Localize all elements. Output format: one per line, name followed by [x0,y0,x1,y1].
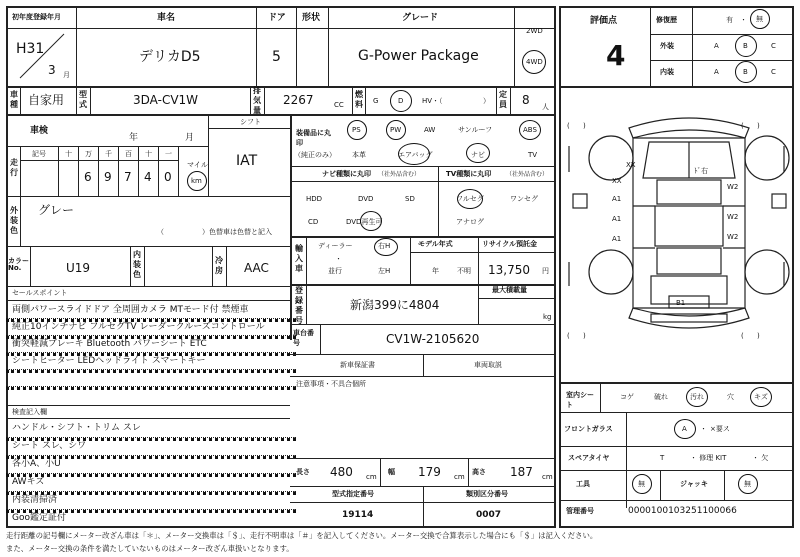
repair-no: 無 [756,15,763,23]
svg-text:(: ( [567,332,570,340]
type-value: 3DA-CV1W [133,93,199,107]
model-year-unit: 年 [432,267,439,275]
chassis-value: CV1W-2105620 [386,332,480,346]
glass-a: A [682,425,687,433]
cabin-koge: コゲ [620,393,634,401]
color-no-label: カラーNo. [8,257,29,272]
exterior-b: B [743,42,748,50]
width-cm: cm [454,473,465,481]
capacity-value: 8 [522,93,530,107]
diagram-w2-1: W2 [727,183,739,191]
jack-value: 無 [744,480,751,488]
navi-dvd: DVD [358,195,374,203]
new-car-warranty: 新車保証書 [340,361,375,369]
inspection-month: 月 [185,133,195,143]
equip-sunroof: サンルーフ [458,126,493,134]
selling-points-label: セールスポイント [12,289,68,297]
score-label: 評価点 [590,16,618,26]
usage-label: 車種 [10,90,18,109]
mileage-km: km [191,177,202,185]
type-label: 型式 [79,90,87,109]
diagram-a1-3: A1 [612,235,622,243]
glass-label: フロントガラス [564,425,613,433]
selling-point-line: 衝突軽減ブレーキ Bluetooth パワーシート ETC [12,339,207,349]
import-dot: ・ [335,255,342,263]
shift-label: シフト [240,118,261,126]
exterior-label: 外装 [660,42,674,50]
drive-4wd: 4WD [526,58,543,66]
displacement-value: 2267 [283,93,314,107]
length-label: 長さ [296,468,310,476]
import-parallel: 並行 [328,267,342,275]
svg-text:(: ( [741,122,744,130]
ac-value: AAC [244,261,269,275]
diagram-w2-3: W2 [727,233,739,241]
inspection-year: 年 [129,133,139,143]
svg-text:): ) [757,332,760,340]
inspection-label: 車検 [30,126,49,136]
fuel-d: D [398,97,404,105]
svg-text:): ) [757,122,760,130]
drive-2wd: 2WD [526,27,543,35]
mileage-mile: マイル [187,161,208,169]
mileage-h2: 千 [105,150,112,158]
tool-label: 工具 [576,480,590,488]
inspector-line: 内装清掃済 [12,495,58,505]
color-no-value: U19 [66,261,91,275]
navi-type-label: ナビ種類に丸印 [322,170,371,178]
color-label: 外装色 [10,206,18,235]
interior-c: C [771,68,776,76]
interior-a: A [714,68,719,76]
grade-value: G-Power Package [358,48,479,64]
equip-tv: TV [528,151,538,159]
max-load-label: 最大積載量 [492,286,527,294]
selling-point-line: 純正10インチナビ フルセグTV レーダークルーズコントロール [12,322,265,332]
interior-b: B [743,68,748,76]
diagram-w2-2: W2 [727,213,739,221]
spare-label: スペアタイヤ [568,454,610,462]
tool-value: 無 [638,480,645,488]
score-value: 4 [606,39,626,72]
model-label: 車名 [157,13,176,23]
navi-cd: CD [308,218,319,226]
first-reg-month: 3 [48,63,56,77]
color-value: グレー [38,203,75,217]
mileage-h1: 万 [85,150,92,158]
color-note: ）色替車は色替と記入 [202,228,272,236]
equip-navi: ナビ [471,151,485,159]
equip-abs: ABS [523,126,537,134]
tv-type-sub: （社外品含む） [506,171,549,178]
tv-fullseg: フルセグ [456,195,484,203]
repair-yes: 有 [726,16,733,24]
spare-t: T [660,454,665,462]
inspector-line: AWキズ [12,477,45,487]
cc-unit: CC [334,101,344,109]
diagram-a1-2: A1 [612,215,622,223]
mileage-h3: 百 [125,150,132,158]
import-label: 輸入車 [295,244,303,273]
first-reg-label: 初年度登録年月 [12,13,61,21]
mileage-h5: 一 [165,150,172,158]
grade-label: グレード [402,13,439,23]
color-paren: （ [157,228,164,236]
width-value: 179 [418,465,441,479]
glass-dot: ・ [700,425,707,433]
diagram-a1-1: A1 [612,195,622,203]
class-label: 類別区分番号 [466,490,508,498]
inspector-line: 各小A、小U [12,459,61,469]
spare-ketsu: ・ 欠 [752,454,769,462]
footer-line-2: また、メーター交換の条件を満たしていないものはメーター改ざん車扱いとなります。 [6,544,294,553]
repair-dot: ・ [740,16,747,24]
mileage-h4: 十 [145,150,152,158]
fuel-hv: HV・（ [422,97,443,105]
fuel-close: ） [483,97,490,105]
length-value: 480 [330,465,353,479]
repair-history-label: 修復歴 [656,16,677,24]
length-cm: cm [366,473,377,481]
svg-text:(: ( [567,122,570,130]
svg-text:): ) [583,122,586,130]
svg-text:): ) [583,332,586,340]
registration-label: 登録番号 [295,286,303,325]
first-reg-month-unit: 月 [63,71,70,79]
tv-type-label: TV種類に丸印 [446,170,492,178]
mileage-d4: 4 [144,170,152,184]
inspector-line: ハンドル・シフト・トリム スレ [12,423,141,433]
equip-leather: 本革 [352,151,366,159]
equip-aw: AW [424,126,436,134]
mileage-d2: 9 [104,170,112,184]
displacement-label: 排気量 [253,86,261,115]
equip-ps: PS [352,126,361,134]
model-value: デリカD5 [139,49,201,65]
navi-type-sub: （社外品含む） [378,171,421,178]
cabin-yogore: 汚れ [690,393,704,401]
mileage-d1: 6 [84,170,92,184]
max-load-kg: kg [543,313,552,321]
navi-dvd-play: DVD再生可 [346,218,383,226]
jack-label: ジャッキ [680,480,708,488]
recycle-label: リサイクル預託金 [482,240,538,248]
selling-point-line: 両側パワースライドドア 全周囲カメラ MTモード付 禁煙車 [12,305,249,315]
footer-line-1: 走行距離の記号欄にメーター改ざん車は「＊」、メーター交換車は「＄」、走行不明車は「＃」を記入してください。メーター交換で合算表示した場合にも「＄」は記入ください。 [6,531,598,540]
navi-hdd: HDD [306,195,323,203]
exterior-a: A [714,42,719,50]
door-value: 5 [272,49,281,65]
mileage-d3: 7 [124,170,132,184]
car-diagram [559,86,794,382]
type-cert-label: 型式指定番号 [332,490,374,498]
diagram-hright: ﾄﾞ右 [694,167,708,175]
selling-point-line: シートヒーター LEDヘッドライト スマートキー [12,356,206,366]
first-reg-era: H31 [16,41,45,57]
glass-x: ×要ス [710,425,730,433]
spare-kit: ・ 修理 KIT [690,454,727,462]
inspector-line: Goo鑑定証付 [12,513,66,523]
registration-value: 新潟399に4804 [350,298,440,312]
equip-pw: PW [390,126,402,134]
interior-color-label: 内装色 [133,250,141,279]
door-label: ドア [268,13,286,23]
mgmt-label: 管理番号 [566,507,594,515]
navi-sd: SD [405,195,415,203]
capacity-unit: 人 [542,103,549,111]
ac-label: 冷房 [215,256,223,275]
mileage-label: 走行 [10,158,18,177]
inspector-label: 検査記入欄 [12,408,47,416]
tv-oneseg: ワンセグ [510,195,538,203]
mileage-d5: 0 [164,170,172,184]
type-cert-value: 19114 [342,510,374,520]
model-year-label: モデル年式 [418,240,453,248]
exterior-c: C [771,42,776,50]
fuel-label: 燃料 [355,90,363,109]
interior-label: 内装 [660,68,674,76]
notes-label: 注意事項・不具合個所 [296,380,366,388]
cabin-yabure: 破れ [654,393,668,401]
usage-value: 自家用 [28,93,65,107]
cabin-label: 室内シート [566,391,594,409]
diagram-xx-1: XX [626,161,636,169]
tv-analog: アナログ [456,218,484,226]
chassis-label: 車台番号 [293,329,314,347]
height-cm: cm [542,473,553,481]
import-dealer: ディーラー [318,242,353,250]
import-left-h: 左H [378,267,391,275]
mileage-h0: 十 [65,150,72,158]
recycle-value: 13,750 [488,263,530,277]
cabin-ana: 穴 [727,393,734,401]
class-value: 0007 [476,510,502,520]
equipment-sub: （純正のみ） [294,151,336,159]
height-value: 187 [510,465,533,479]
recycle-yen: 円 [542,267,549,275]
model-year-unknown: 不明 [457,267,471,275]
svg-text:(: ( [741,332,744,340]
shift-value: IAT [236,153,258,169]
inspector-line: シート スレ、シワ [12,441,87,451]
vehicle-manual: 車両取説 [474,361,502,369]
import-right-h: 右H [378,242,391,250]
capacity-label: 定員 [499,90,507,109]
cabin-kizu: キズ [754,393,768,401]
diagram-b1: B1 [676,299,686,307]
mgmt-value: 0000100103251100066 [628,506,737,516]
height-label: 高さ [472,468,486,476]
fuel-g: G [373,97,379,105]
mileage-kigo: 記号 [32,150,46,158]
width-label: 幅 [388,468,395,476]
equip-airbag: エアバッグ [398,151,433,159]
equipment-label: 装備品に丸印 [296,129,331,147]
shape-label: 形状 [302,13,321,23]
diagram-xx-2: XX [612,177,622,185]
